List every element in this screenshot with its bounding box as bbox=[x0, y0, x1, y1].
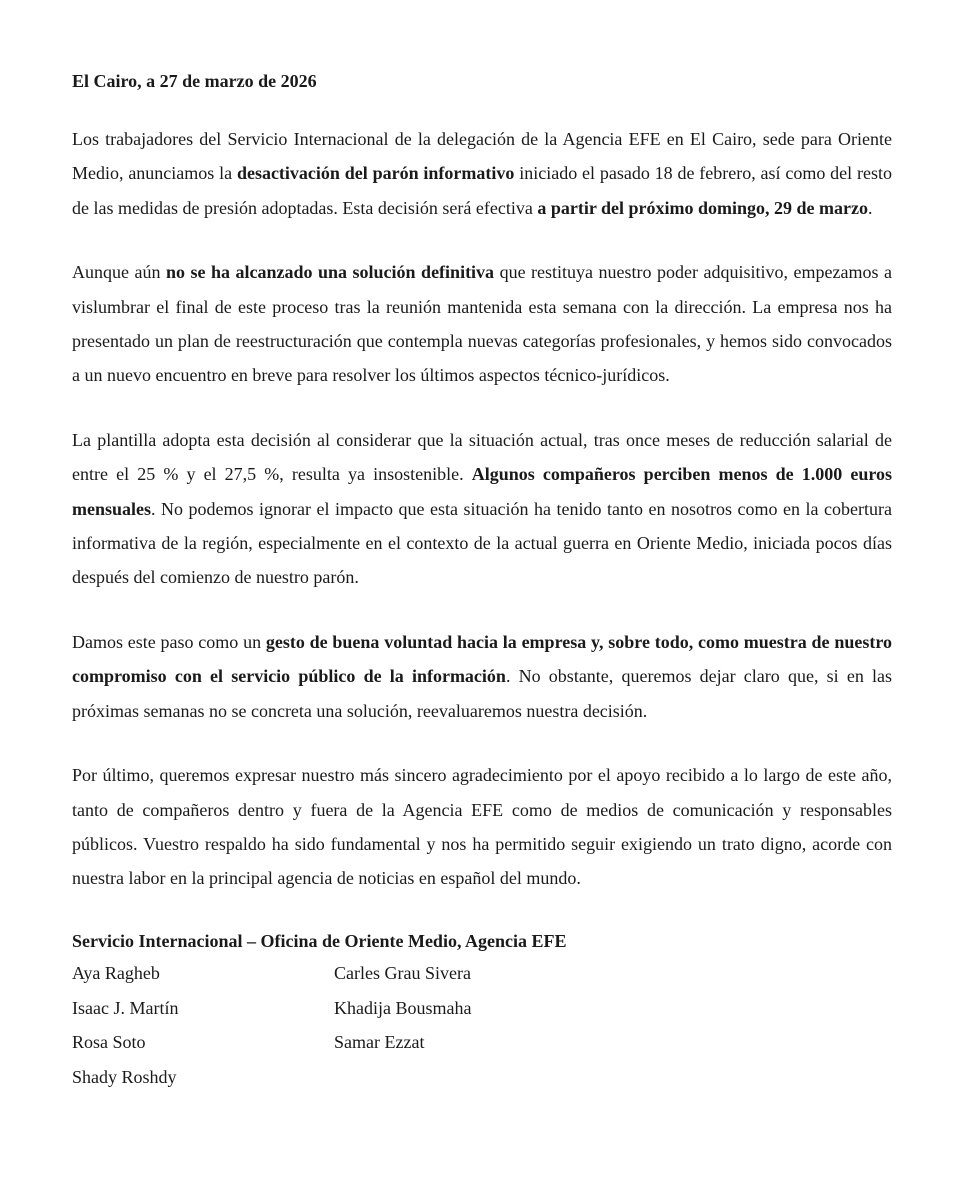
emphasis-text: Algunos compañeros perciben menos de 1.000 euros mensuales bbox=[72, 464, 893, 519]
paragraph-text: que restituya nuestro poder adquisitivo, empezamos a vislumbrar el final de este proceso tras la reunión mantenida esta semana con la dirección. La empresa nos ha presentado un plan de reestructuración que contempla nuevas categorías profesionales, y hemos sido convocados a un nuevo encuentro en breve para resolver los últimos aspectos técnico-jurídicos. bbox=[72, 262, 892, 386]
signatory-name: Shady Roshdy bbox=[72, 1067, 177, 1088]
document-page bbox=[72, 66, 892, 1096]
emphasis-text: gesto de buena voluntad hacia la empresa y, sobre todo, como muestra de nuestro compromiso con el servicio público de la información bbox=[72, 631, 892, 687]
paragraph-text: Los trabajadores del Servicio Internacional de la delegación de la Agencia EFE en El Cairo, sede para Oriente Medio, anunciamos la bbox=[72, 129, 892, 184]
paragraph-text: . No obstante, queremos dejar claro que, si en las próximas semanas no se concreta una solución, reevaluaremos nuestra decisión. bbox=[72, 666, 892, 721]
paragraph-text: . bbox=[867, 197, 873, 218]
signatory-name: Samar Ezzat bbox=[334, 1032, 425, 1053]
signature-column-left bbox=[72, 956, 178, 1095]
signature-names bbox=[72, 956, 892, 1096]
body-paragraph bbox=[72, 255, 892, 393]
emphasis-text: a partir del próximo domingo, 29 de marzo bbox=[537, 197, 868, 218]
signatory-name: Khadija Bousmaha bbox=[334, 997, 472, 1018]
signatory-name: Rosa Soto bbox=[72, 1032, 146, 1053]
emphasis-text: no se ha alcanzado una solución definitiva bbox=[165, 262, 495, 283]
body-paragraph bbox=[72, 423, 892, 595]
signatory-name: Carles Grau Sivera bbox=[334, 962, 471, 983]
emphasis-text: desactivación del parón informativo bbox=[236, 163, 515, 184]
body-paragraph bbox=[72, 122, 892, 225]
dateline: El Cairo, a 27 de marzo de 2026 bbox=[72, 71, 317, 91]
paragraph-text: Por último, queremos expresar nuestro más sincero agradecimiento por el apoyo recibido a lo largo de este año, tanto de compañeros dentro y fuera de la Agencia EFE como de medios de comunicación y responsables públicos. Vuestro respaldo ha sido fundamental y nos ha permitido seguir exigiendo un trato digno, acorde con nuestra labor en la principal agencia de noticias en español del mundo. bbox=[72, 765, 892, 889]
paragraph-text: . No podemos ignorar el impacto que esta situación ha tenido tanto en nosotros como en la cobertura informativa de la región, especialmente en el contexto de la actual guerra en Oriente Medio, iniciada pocos días después del comienzo de nuestro parón. bbox=[72, 498, 892, 588]
signature-column-right bbox=[334, 956, 471, 1060]
paragraph-text: La plantilla adopta esta decisión al considerar que la situación actual, tras once meses de reducción salarial de entre el 25 % y el 27,5 %, resulta ya insostenible. bbox=[72, 429, 892, 485]
paragraph-text: iniciado el pasado 18 de febrero, así como del resto de las medidas de presión adoptadas. Esta decisión será efectiva bbox=[72, 163, 892, 218]
paragraph-text: Damos este paso como un bbox=[72, 631, 266, 652]
document-body bbox=[72, 122, 892, 896]
signatory-name: Isaac J. Martín bbox=[72, 997, 179, 1018]
body-paragraph bbox=[72, 758, 892, 896]
body-paragraph bbox=[72, 625, 892, 728]
signature-title: Servicio Internacional – Oficina de Oriente Medio, Agencia EFE bbox=[72, 930, 567, 951]
paragraph-text: Aunque aún bbox=[72, 262, 166, 283]
signatory-name: Aya Ragheb bbox=[72, 962, 160, 983]
